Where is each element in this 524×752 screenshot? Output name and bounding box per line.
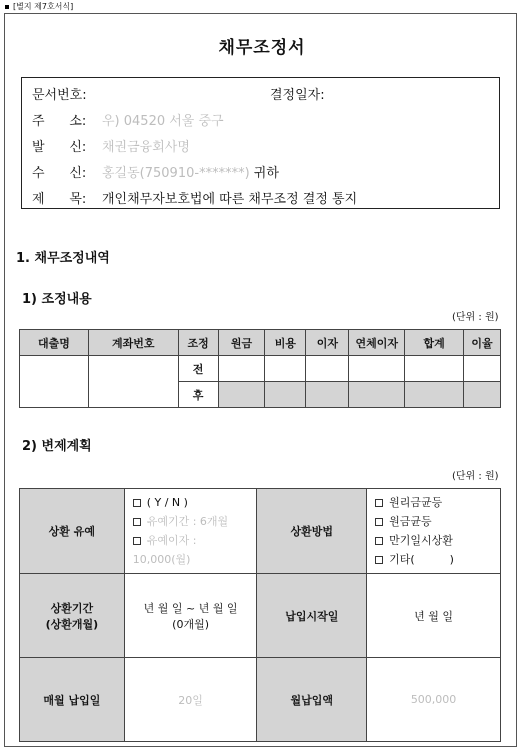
start-date-value: 년 월 일 <box>367 574 501 658</box>
monthly-amount-label: 월납입액 <box>257 658 367 742</box>
decision-date-label: 결정일자: <box>270 88 325 103</box>
unit-label-2: (단위 : 원) <box>452 471 499 482</box>
receiver-label: 수 신: <box>32 166 87 181</box>
receiver-suffix: 귀하 <box>253 166 279 181</box>
method-item: 기타( ) <box>375 550 500 569</box>
repay-interest-item: 유예이자 : 10,000(월) <box>132 534 197 566</box>
method-item: 원리금균등 <box>375 493 500 512</box>
period-label: 상환기간 (상환개월) <box>20 574 125 658</box>
header-info-box <box>21 77 500 209</box>
checkbox-icon[interactable] <box>375 499 383 507</box>
monthly-amount-value: 500,000 <box>367 658 501 742</box>
method-item: 만기일시상환 <box>375 531 500 550</box>
before-label: 전 <box>178 356 218 382</box>
cell <box>405 382 464 408</box>
subsection-2-heading: 2) 변제계획 <box>22 439 92 454</box>
cell <box>306 356 349 382</box>
plan-row-2 <box>20 574 501 658</box>
repay-type-options <box>124 489 257 574</box>
cell <box>405 356 464 382</box>
plan-row-1 <box>20 489 501 574</box>
col-adjust: 조정 <box>178 330 218 356</box>
decision-date-row <box>270 84 325 103</box>
checkbox-icon[interactable] <box>375 518 383 526</box>
period-value: 년 월 일 ~ 년 월 일 (0개월) <box>124 574 257 658</box>
section-1-heading: 1. 채무조정내역 <box>16 251 110 266</box>
table-row <box>20 356 501 382</box>
start-date-label: 납입시작일 <box>257 574 367 658</box>
col-account-no: 계좌번호 <box>88 330 178 356</box>
sender-row <box>32 136 190 155</box>
cell <box>349 382 405 408</box>
receiver-value: 홍길동(750910-*******) <box>102 166 250 181</box>
subject-value: 개인채무자보호법에 따른 채무조정 결정 통지 <box>102 192 358 207</box>
col-principal: 원금 <box>218 330 265 356</box>
repay-period-item: 유예기간 : 6개월 <box>133 512 257 531</box>
cell <box>464 382 501 408</box>
unit-label-1: (단위 : 원) <box>452 312 499 323</box>
plan-row-3 <box>20 658 501 742</box>
repay-yn-item: ( Y / N ) <box>133 493 257 512</box>
cell <box>349 356 405 382</box>
col-cost: 비용 <box>265 330 306 356</box>
form-number-label: [별지 제7호서식] <box>5 1 73 12</box>
address-label: 주 소: <box>32 114 87 129</box>
adjustment-table <box>19 329 501 408</box>
checkbox-icon[interactable] <box>375 537 383 545</box>
repay-type-label: 상환 유예 <box>20 489 125 574</box>
checkbox-icon[interactable] <box>375 556 383 564</box>
checkbox-icon[interactable] <box>133 518 141 526</box>
receiver-row <box>32 162 279 181</box>
cell <box>218 356 265 382</box>
cell <box>265 356 306 382</box>
account-no-cell <box>88 356 178 408</box>
payday-label: 매월 납입일 <box>20 658 125 742</box>
repayment-plan-table <box>19 488 501 742</box>
checkbox-icon[interactable] <box>133 499 141 507</box>
subsection-1-heading: 1) 조정내용 <box>22 292 92 307</box>
adjustment-header-row <box>20 330 501 356</box>
method-label: 상환방법 <box>257 489 367 574</box>
after-label: 후 <box>178 382 218 408</box>
page-title: 채무조정서 <box>218 38 306 58</box>
cell <box>218 382 265 408</box>
cell <box>265 382 306 408</box>
sender-value: 채권금융회사명 <box>102 140 190 155</box>
cell <box>464 356 501 382</box>
col-rate: 이율 <box>464 330 501 356</box>
col-overdue-interest: 연체이자 <box>349 330 405 356</box>
payday-value: 20일 <box>124 658 257 742</box>
checkbox-icon[interactable] <box>133 537 141 545</box>
address-value: 우) 04520 서울 중구 <box>102 114 224 129</box>
subject-label: 제 목: <box>32 192 87 207</box>
sender-label: 발 신: <box>32 140 87 155</box>
col-interest: 이자 <box>306 330 349 356</box>
loan-name-cell <box>20 356 89 408</box>
col-total: 합계 <box>405 330 464 356</box>
subject-row <box>32 188 357 207</box>
col-loan-name: 대출명 <box>20 330 89 356</box>
cell <box>306 382 349 408</box>
address-row <box>32 110 224 129</box>
doc-no-row <box>32 84 87 103</box>
doc-no-label: 문서번호: <box>32 88 87 103</box>
method-options <box>367 489 501 574</box>
method-item: 원금균등 <box>375 512 500 531</box>
